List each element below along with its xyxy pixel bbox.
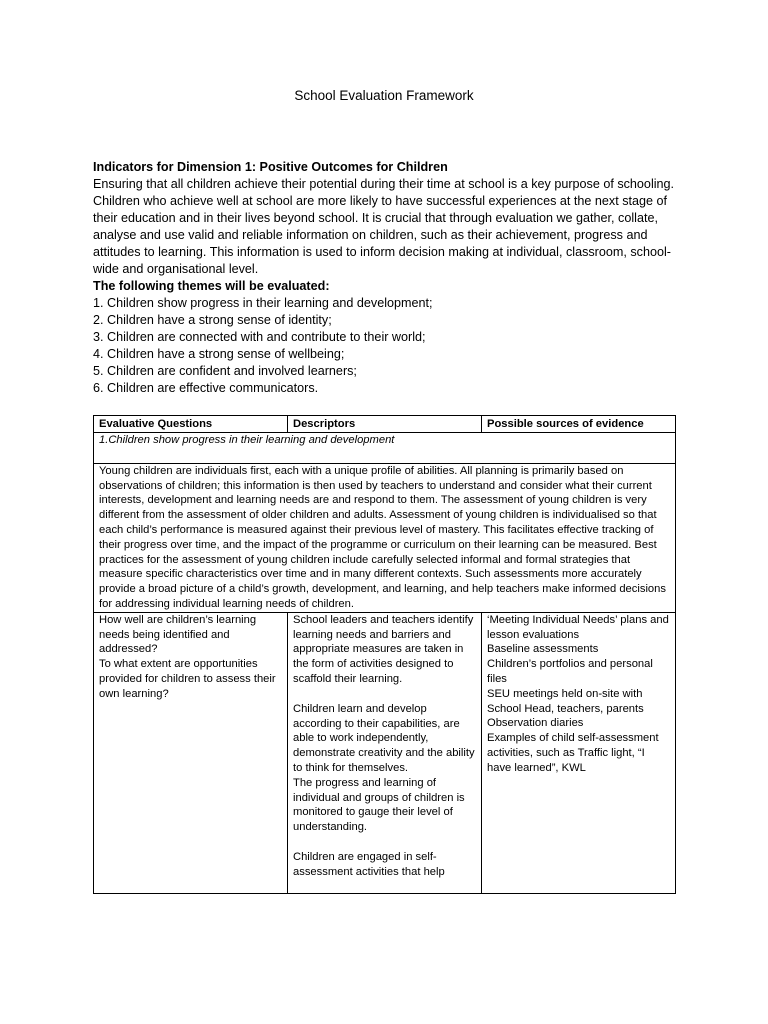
header-evidence: Possible sources of evidence — [482, 416, 676, 433]
evidence-cell — [482, 612, 676, 893]
question-item: To what extent are opportunities provided for children to assess their own learning? — [99, 658, 276, 700]
descriptor-item: School leaders and teachers identify learning needs and barriers and appropriate measures are taken in the form of activities designed to scaffold their learning. — [293, 613, 474, 685]
evidence-item: ‘Meeting Individual Needs’ plans and lesson evaluations — [487, 613, 669, 641]
intro-paragraph: Ensuring that all children achieve their potential during their time at school is a key purpose of schooling. Children who achieve well at school are more likely to have successful experiences at the next stage of their education and in their lives beyond school. It is crucial that through evaluation we gather, collate, analyse and use valid and reliable information on children, such as their achievement, progress and attitudes to learning. This information is used to inform decision making at individual, classroom, school-wide and organisational level. — [93, 177, 675, 276]
evidence-item: Examples of child self-assessment activities, such as Traffic light, “I have learned”, KWL — [487, 732, 659, 774]
section-title-row — [94, 432, 676, 463]
theme-item: 6. Children are effective communicators. — [93, 381, 319, 395]
section-title: 1.Children show progress in their learning and development — [94, 432, 676, 463]
header-descriptors: Descriptors — [288, 416, 482, 433]
section-intro: Young children are individuals first, each with a unique profile of abilities. All planning is primarily based on observations of children; this information is then used by teachers to understand and consider what their current interests, development and learning needs are and respond to them. The assessment of young children is very different from the assessment of older children and adults. Assessment of young children is individualised so that each child’s performance is measured against their previous level of mastery. This facilitates effective tracking of their progress over time, and the impact of the programme or curriculum on their learning can be measured. Best practices for the assessment of young children include carefully selected informal and formal strategies that measure specific characteristics over time and in many different contexts. Such assessments more accurately provide a broad picture of a child’s growth, development, and learning, and help teachers make informed decisions for addressing individual learning needs of children. — [94, 463, 676, 612]
evidence-item: SEU meetings held on-site with School Head, teachers, parents — [487, 687, 644, 715]
evidence-item: Baseline assessments — [487, 643, 599, 656]
theme-item: 2. Children have a strong sense of identity; — [93, 313, 332, 327]
descriptor-item: Children are engaged in self-assessment activities that help — [293, 850, 445, 878]
evidence-item: Children’s portfolios and personal files — [487, 658, 653, 685]
descriptors-cell — [288, 612, 482, 893]
evaluation-table — [93, 415, 676, 894]
table-header-row — [94, 416, 676, 433]
evidence-item: Observation diaries — [487, 717, 584, 730]
table-row — [94, 612, 676, 893]
theme-item: 5. Children are confident and involved learners; — [93, 364, 357, 378]
descriptor-item: Children learn and develop according to their capabilities, are able to work independently, demonstrate creativity and the ability to think for themselves. — [293, 702, 475, 774]
descriptor-item: The progress and learning of individual and groups of children is monitored to gauge their level of understanding. — [293, 776, 465, 834]
theme-item: 1. Children show progress in their learning and development; — [93, 296, 433, 310]
theme-item: 4. Children have a strong sense of wellbeing; — [93, 347, 345, 361]
dimension-heading: Indicators for Dimension 1: Positive Outcomes for Children — [93, 160, 448, 174]
themes-heading: The following themes will be evaluated: — [93, 279, 330, 293]
header-evaluative-questions: Evaluative Questions — [94, 416, 288, 433]
section-intro-row — [94, 463, 676, 612]
themes-list — [93, 295, 683, 397]
document-body — [93, 159, 683, 397]
questions-cell — [94, 612, 288, 893]
theme-item: 3. Children are connected with and contribute to their world; — [93, 330, 426, 344]
document-title: School Evaluation Framework — [294, 88, 474, 103]
question-item: How well are children’s learning needs being identified and addressed? — [99, 613, 257, 656]
